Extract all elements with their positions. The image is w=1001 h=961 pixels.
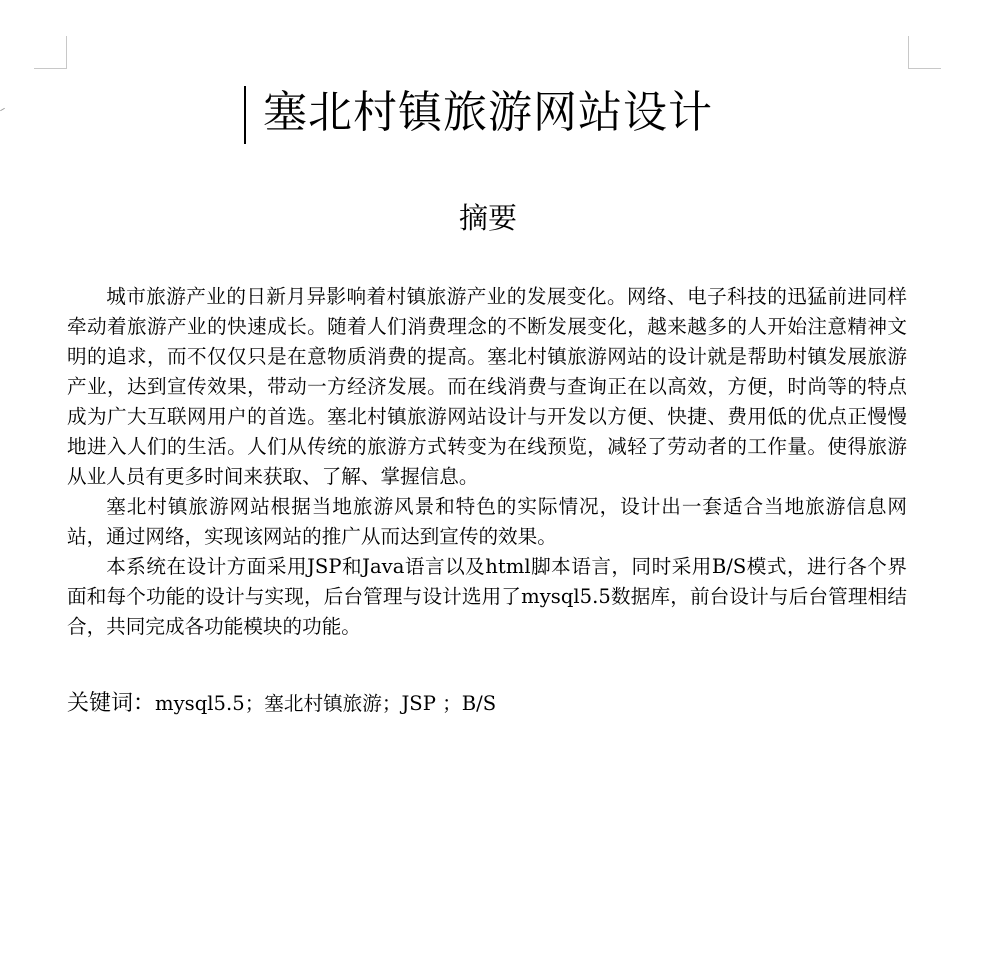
abstract-heading[interactable]: 摘要 xyxy=(458,201,517,235)
keywords-values[interactable]: mysql5.5；塞北村镇旅游；JSP ；B/S xyxy=(155,692,497,715)
abstract-paragraph-2[interactable]: 塞北村镇旅游网站根据当地旅游风景和特色的实际情况，设计出一套适合当地旅游信息网站，通过网络，实现该网站的推广从而达到宣传的效果。 xyxy=(67,495,907,548)
abstract-paragraph-1[interactable]: 城市旅游产业的日新月异影响着村镇旅游产业的发展变化。网络、电子科技的迅猛前进同样牵动着旅游产业的快速成长。随着人们消费理念的不断发展变化，越来越多的人开始注意精神文明的追求，而不仅仅只是在意物质消费的提高。塞北村镇旅游网站的设计就是帮助村镇发展旅游产业，达到宣传效果，带动一方经济发展。而在线消费与查询正在以高效，方便，时尚等的特点成为广大互联网用户的首选。塞北村镇旅游网站设计与开发以方便、快捷、费用低的优点正慢慢地进入人们的生活。人们从传统的旅游方式转变为在线预览，减轻了劳动者的工作量。使得旅游从业人员有更多时间来获取、了解、掌握信息。 xyxy=(67,285,907,488)
margin-corner-top-right xyxy=(908,36,941,69)
keywords-line[interactable] xyxy=(67,687,907,721)
document-title[interactable]: 塞北村镇旅游网站设计 xyxy=(263,87,713,138)
abstract-body[interactable] xyxy=(67,282,907,642)
keywords-label: 关键词： xyxy=(67,691,156,716)
abstract-paragraph-3[interactable]: 本系统在设计方面采用JSP和Java语言以及html脚本语言，同时采用B/S模式，进行各个界面和每个功能的设计与实现，后台管理与设计选用了mysql5.5数据库，前台设计与后台管理相结合，共同完成各功能模块的功能。 xyxy=(67,555,907,638)
margin-corner-top-left xyxy=(34,36,67,69)
